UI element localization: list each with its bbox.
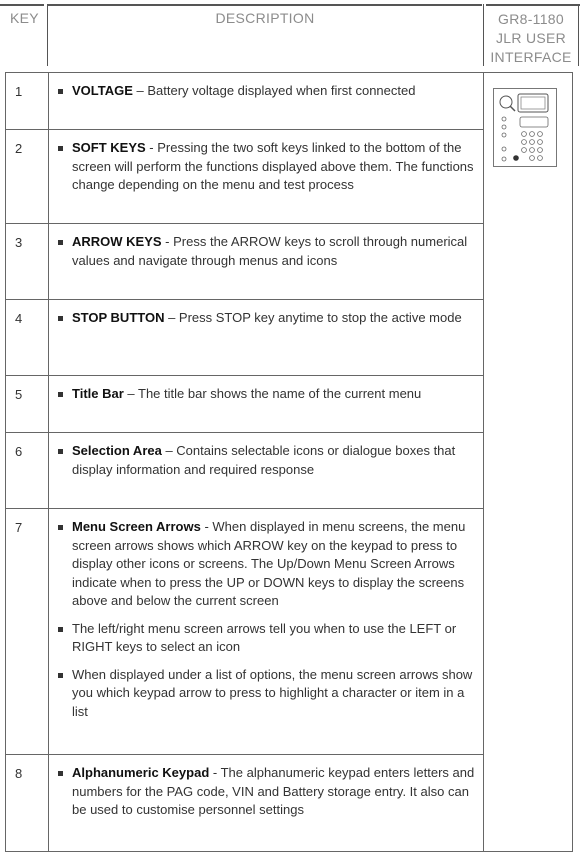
row-description: [58, 385, 478, 413]
bullet-paragraph: [58, 139, 478, 195]
header-rule: [486, 4, 580, 6]
table-row: [6, 73, 484, 130]
row-description: [58, 764, 478, 829]
term-label: Menu Screen Arrows: [72, 519, 201, 534]
bullet-paragraph: [58, 82, 478, 101]
term-description: – The title bar shows the name of the current menu: [123, 386, 422, 401]
header-product-line: INTERFACE: [490, 49, 572, 65]
row-key: 1: [15, 84, 23, 99]
row-key: 6: [15, 444, 23, 459]
header-rule: [48, 4, 482, 6]
term-label: STOP BUTTON: [72, 310, 165, 325]
table-row: [6, 130, 484, 224]
table-row: [6, 376, 484, 433]
term-description: - Pressing the two soft keys linked to the bottom of the screen will perform the functions displayed above them. The functions change depending on the menu and test process: [72, 140, 474, 192]
bullet-paragraph: [58, 309, 478, 328]
term-label: SOFT KEYS: [72, 140, 146, 155]
term-description: - The alphanumeric keypad enters letters and numbers for the PAG code, VIN and Battery storage entry. It also can be used to customise personnel settings: [72, 765, 475, 817]
header-key: KEY: [10, 10, 39, 26]
key-table: [5, 72, 573, 852]
row-key: 5: [15, 387, 23, 402]
row-description: [58, 139, 478, 204]
header-rule: [0, 4, 44, 6]
term-description: – Press STOP key anytime to stop the active mode: [164, 310, 462, 325]
term-description: - Press the ARROW keys to scroll through numerical values and navigate through menus and icons: [72, 234, 468, 268]
row-description: [58, 233, 478, 279]
term-label: Alphanumeric Keypad: [72, 765, 210, 780]
term-description: - When displayed in menu screens, the menu screen arrows shows which ARROW key on the keypad to press to display other icons or screens. The Up/Down Menu Screen Arrows indicate when to press the UP or DOWN keys to display the screens above and below the current screen: [72, 519, 466, 608]
bullet-paragraph: [58, 442, 478, 479]
row-key: 4: [15, 311, 23, 326]
bullet-paragraph: [58, 385, 478, 404]
header-divider: [578, 4, 579, 66]
term-description: – Battery voltage displayed when first connected: [132, 83, 416, 98]
row-description: [58, 442, 478, 488]
row-key: 8: [15, 766, 23, 781]
term-label: ARROW KEYS: [72, 234, 162, 249]
row-description: [58, 82, 478, 110]
device-diagram-thumbnail: [493, 88, 557, 167]
bullet-paragraph: [58, 666, 478, 722]
table-row: [6, 755, 484, 851]
table-row: [6, 224, 484, 300]
row-key: 2: [15, 141, 23, 156]
row-description: [58, 518, 478, 730]
term-label: Selection Area: [72, 443, 162, 458]
table-header: [0, 0, 581, 70]
row-key: 7: [15, 520, 23, 535]
table-row: [6, 509, 484, 755]
term-description: The left/right menu screen arrows tell you when to use the LEFT or RIGHT keys to select an icon: [72, 620, 457, 654]
header-product-line: JLR USER: [495, 30, 567, 46]
table-row: [6, 300, 484, 376]
term-description: When displayed under a list of options, the menu screen arrows show you which keypad arrow to press to highlight a character or item in a list: [72, 666, 473, 719]
row-key: 3: [15, 235, 23, 250]
term-description: – Contains selectable icons or dialogue boxes that display information and required response: [72, 443, 456, 477]
device-diagram-icon: [494, 89, 556, 166]
row-description: [58, 309, 478, 337]
header-product: [484, 10, 578, 67]
header-description: DESCRIPTION: [215, 10, 315, 26]
bullet-paragraph: [58, 620, 478, 657]
bullet-paragraph: [58, 764, 478, 820]
term-label: VOLTAGE: [72, 83, 133, 98]
term-label: Title Bar: [72, 386, 124, 401]
bullet-paragraph: [58, 518, 478, 611]
header-product-line: GR8-1180: [498, 11, 564, 27]
table-row: [6, 433, 484, 509]
bullet-paragraph: [58, 233, 478, 270]
